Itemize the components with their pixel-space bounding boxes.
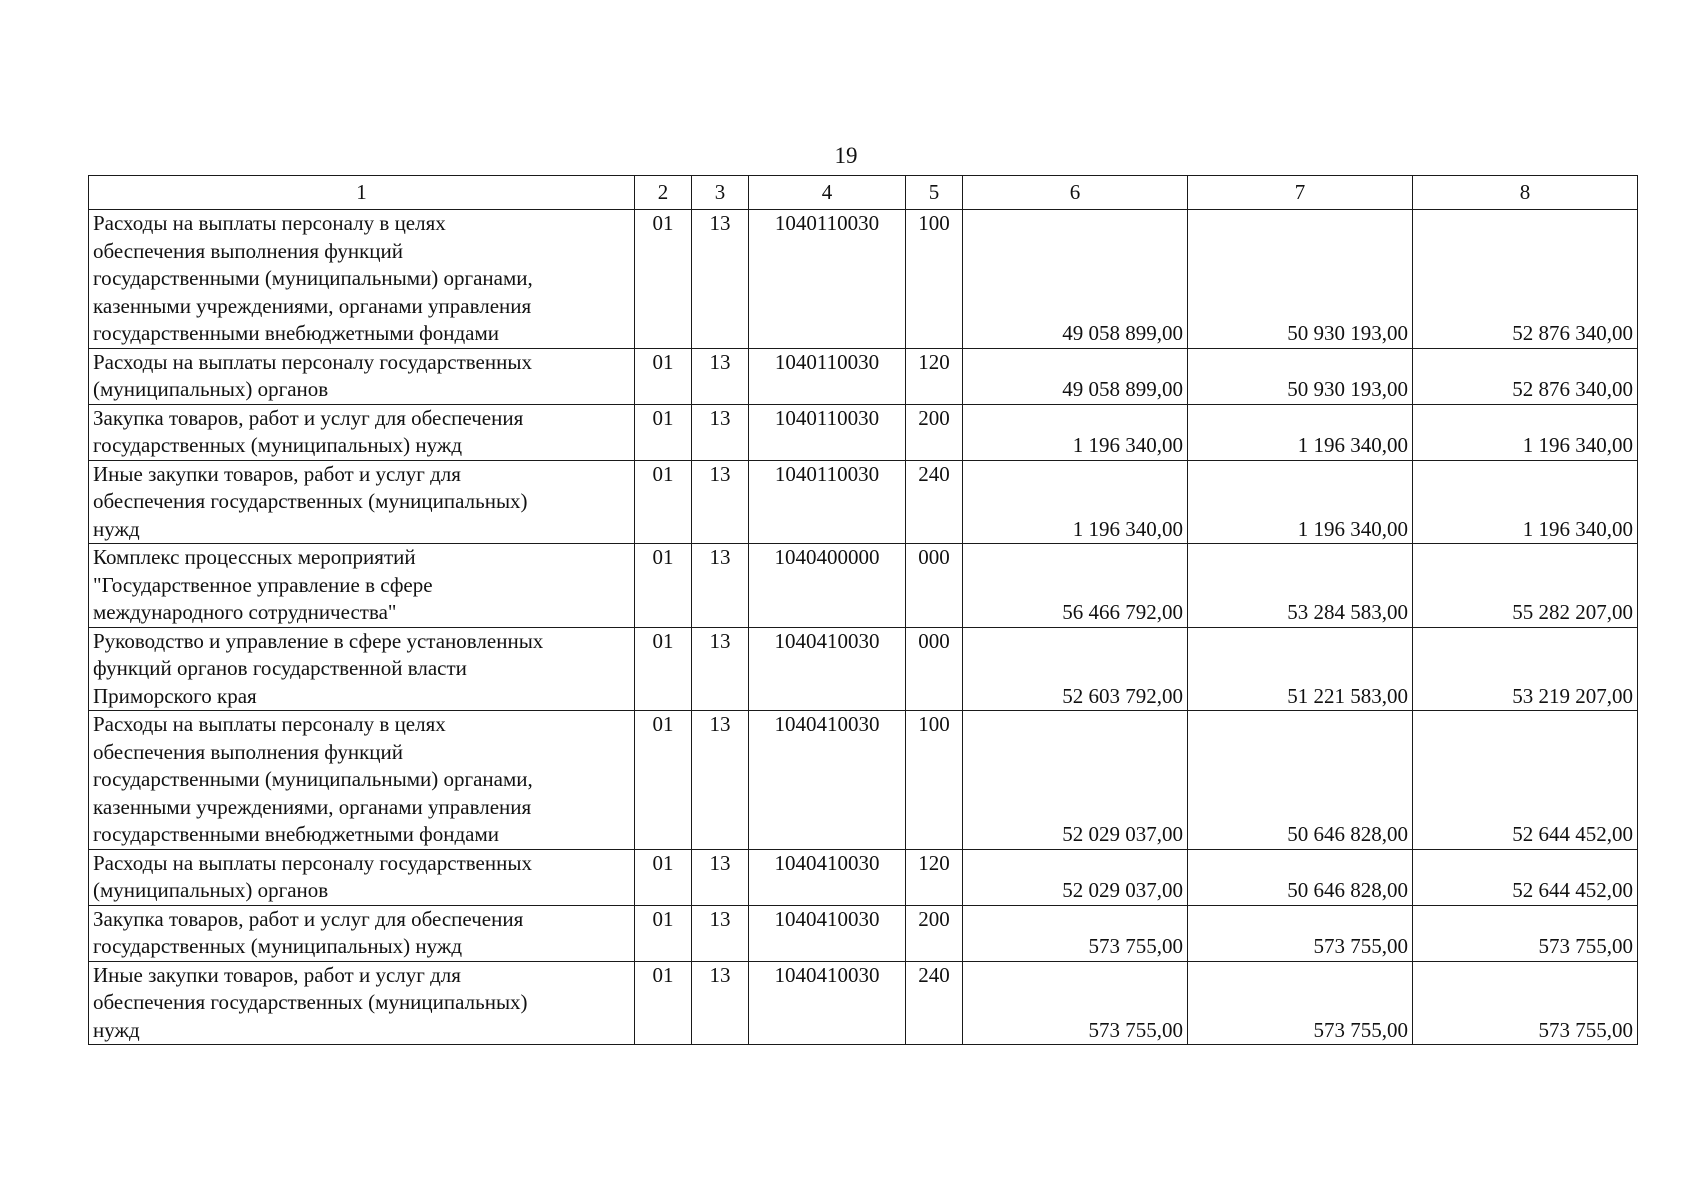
- table-row: [89, 544, 1638, 628]
- description-line: Закупка товаров, работ и услуг для обеспечения: [93, 906, 524, 931]
- row-subsection-code: 13: [692, 961, 749, 1045]
- row-amount-col-6: 1 196 340,00: [963, 404, 1188, 460]
- row-target-article-code: 1040410030: [749, 961, 906, 1045]
- row-target-article-code: 1040410030: [749, 627, 906, 711]
- row-subsection-code: 13: [692, 210, 749, 349]
- row-description: [89, 849, 635, 905]
- row-description: [89, 210, 635, 349]
- row-subsection-code: 13: [692, 404, 749, 460]
- description-line: обеспечения государственных (муниципальных): [93, 489, 528, 513]
- row-target-article-code: 1040110030: [749, 348, 906, 404]
- row-description: [89, 905, 635, 961]
- row-amount-col-6: 1 196 340,00: [963, 460, 1188, 544]
- description-line: нужд: [93, 1017, 140, 1042]
- page-number: 19: [834, 143, 858, 168]
- description-line: (муниципальных) органов: [93, 878, 329, 902]
- row-subsection-code: 13: [692, 544, 749, 628]
- description-line: (муниципальных) органов: [93, 377, 329, 401]
- description-line: международного сотрудничества": [93, 600, 397, 624]
- row-section-code: 01: [635, 544, 692, 628]
- row-expense-type-code: 200: [906, 404, 963, 460]
- row-amount-col-7: 50 646 828,00: [1188, 711, 1413, 850]
- row-subsection-code: 13: [692, 348, 749, 404]
- header-col-4: 4: [749, 176, 906, 210]
- description-line: государственных (муниципальных) нужд: [93, 934, 463, 958]
- header-col-5: 5: [906, 176, 963, 210]
- row-amount-col-6: 52 029 037,00: [963, 849, 1188, 905]
- row-expense-type-code: 000: [906, 627, 963, 711]
- row-description: [89, 544, 635, 628]
- row-expense-type-code: 000: [906, 544, 963, 628]
- table-row: [89, 348, 1638, 404]
- row-section-code: 01: [635, 210, 692, 349]
- description-line: государственными (муниципальными) органами,: [93, 767, 533, 791]
- description-line: Расходы на выплаты персоналу в целях: [93, 712, 446, 736]
- row-target-article-code: 1040110030: [749, 460, 906, 544]
- description-line: обеспечения выполнения функций: [93, 238, 404, 263]
- row-amount-col-7: 53 284 583,00: [1188, 544, 1413, 628]
- description-line: функций органов государственной власти: [93, 656, 467, 680]
- row-expense-type-code: 120: [906, 849, 963, 905]
- row-amount-col-6: 52 603 792,00: [963, 627, 1188, 711]
- description-line: Руководство и управление в сфере установленных: [93, 628, 544, 653]
- row-amount-col-7: 573 755,00: [1188, 961, 1413, 1045]
- description-line: Расходы на выплаты персоналу в целях: [93, 211, 446, 235]
- table-row: [89, 460, 1638, 544]
- description-line: государственными (муниципальными) органами,: [93, 266, 533, 290]
- row-amount-col-7: 50 646 828,00: [1188, 849, 1413, 905]
- row-subsection-code: 13: [692, 849, 749, 905]
- row-amount-col-7: 50 930 193,00: [1188, 348, 1413, 404]
- description-line: Иные закупки товаров, работ и услуг для: [93, 461, 461, 486]
- description-line: казенными учреждениями, органами управления: [93, 293, 532, 318]
- table-row: [89, 711, 1638, 850]
- description-line: "Государственное управление в сфере: [93, 572, 433, 597]
- row-expense-type-code: 120: [906, 348, 963, 404]
- row-description: [89, 627, 635, 711]
- row-target-article-code: 1040410030: [749, 711, 906, 850]
- row-section-code: 01: [635, 961, 692, 1045]
- row-description: [89, 711, 635, 850]
- row-amount-col-6: 573 755,00: [963, 961, 1188, 1045]
- row-expense-type-code: 240: [906, 460, 963, 544]
- row-amount-col-6: 56 466 792,00: [963, 544, 1188, 628]
- row-amount-col-6: 573 755,00: [963, 905, 1188, 961]
- table-body: [89, 176, 1638, 1045]
- row-amount-col-8: 52 876 340,00: [1413, 210, 1638, 349]
- table-row: [89, 404, 1638, 460]
- table-row: [89, 961, 1638, 1045]
- row-section-code: 01: [635, 905, 692, 961]
- row-expense-type-code: 100: [906, 711, 963, 850]
- row-amount-col-7: 1 196 340,00: [1188, 404, 1413, 460]
- description-line: Комплекс процессных мероприятий: [93, 545, 416, 569]
- table-row: [89, 905, 1638, 961]
- description-line: нужд: [93, 516, 140, 541]
- header-col-1: 1: [89, 176, 635, 210]
- row-amount-col-6: 49 058 899,00: [963, 348, 1188, 404]
- row-target-article-code: 1040110030: [749, 210, 906, 349]
- table-row: [89, 627, 1638, 711]
- row-target-article-code: 1040410030: [749, 849, 906, 905]
- row-target-article-code: 1040400000: [749, 544, 906, 628]
- row-section-code: 01: [635, 348, 692, 404]
- row-amount-col-8: 573 755,00: [1413, 961, 1638, 1045]
- row-section-code: 01: [635, 711, 692, 850]
- row-amount-col-8: 53 219 207,00: [1413, 627, 1638, 711]
- description-line: Закупка товаров, работ и услуг для обеспечения: [93, 405, 524, 430]
- header-col-8: 8: [1413, 176, 1638, 210]
- row-target-article-code: 1040410030: [749, 905, 906, 961]
- row-description: [89, 348, 635, 404]
- row-amount-col-8: 52 644 452,00: [1413, 849, 1638, 905]
- header-col-2: 2: [635, 176, 692, 210]
- row-section-code: 01: [635, 460, 692, 544]
- header-col-3: 3: [692, 176, 749, 210]
- row-amount-col-7: 573 755,00: [1188, 905, 1413, 961]
- row-amount-col-7: 1 196 340,00: [1188, 460, 1413, 544]
- description-line: государственными внебюджетными фондами: [93, 822, 500, 846]
- description-line: Расходы на выплаты персоналу государственных: [93, 349, 532, 374]
- row-expense-type-code: 100: [906, 210, 963, 349]
- row-amount-col-8: 1 196 340,00: [1413, 460, 1638, 544]
- description-line: обеспечения выполнения функций: [93, 739, 404, 764]
- row-amount-col-8: 55 282 207,00: [1413, 544, 1638, 628]
- table-row: [89, 849, 1638, 905]
- row-expense-type-code: 240: [906, 961, 963, 1045]
- description-line: государственными внебюджетными фондами: [93, 321, 500, 345]
- row-section-code: 01: [635, 849, 692, 905]
- row-amount-col-8: 573 755,00: [1413, 905, 1638, 961]
- table-header-row: [89, 176, 1638, 210]
- row-subsection-code: 13: [692, 905, 749, 961]
- row-description: [89, 961, 635, 1045]
- row-amount-col-8: 52 644 452,00: [1413, 711, 1638, 850]
- description-line: государственных (муниципальных) нужд: [93, 433, 463, 457]
- row-subsection-code: 13: [692, 460, 749, 544]
- budget-table: [88, 175, 1638, 1045]
- header-col-6: 6: [963, 176, 1188, 210]
- header-col-7: 7: [1188, 176, 1413, 210]
- row-section-code: 01: [635, 627, 692, 711]
- row-amount-col-6: 49 058 899,00: [963, 210, 1188, 349]
- row-subsection-code: 13: [692, 627, 749, 711]
- row-expense-type-code: 200: [906, 905, 963, 961]
- table-row: [89, 210, 1638, 349]
- row-amount-col-7: 51 221 583,00: [1188, 627, 1413, 711]
- description-line: Приморского края: [93, 683, 257, 708]
- row-amount-col-7: 50 930 193,00: [1188, 210, 1413, 349]
- row-target-article-code: 1040110030: [749, 404, 906, 460]
- row-amount-col-8: 1 196 340,00: [1413, 404, 1638, 460]
- row-description: [89, 460, 635, 544]
- row-amount-col-6: 52 029 037,00: [963, 711, 1188, 850]
- description-line: казенными учреждениями, органами управления: [93, 794, 532, 819]
- description-line: Иные закупки товаров, работ и услуг для: [93, 962, 461, 987]
- row-description: [89, 404, 635, 460]
- row-section-code: 01: [635, 404, 692, 460]
- row-amount-col-8: 52 876 340,00: [1413, 348, 1638, 404]
- description-line: обеспечения государственных (муниципальных): [93, 990, 528, 1014]
- row-subsection-code: 13: [692, 711, 749, 850]
- description-line: Расходы на выплаты персоналу государственных: [93, 850, 532, 875]
